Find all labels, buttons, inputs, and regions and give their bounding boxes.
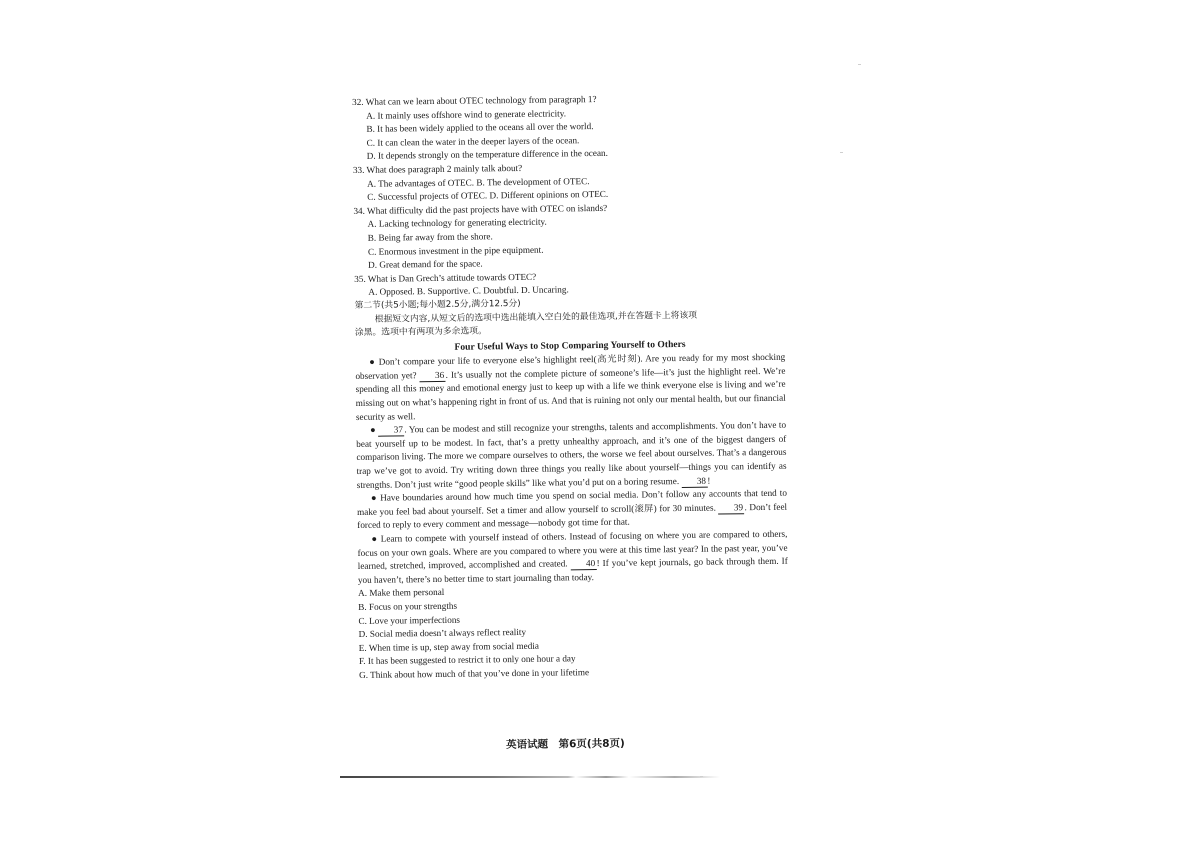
passage-paragraph-2 bbox=[356, 419, 787, 492]
passage-title: Four Useful Ways to Stop Comparing Yourself to Others bbox=[454, 338, 686, 353]
option-c: C. Successful projects of OTEC. bbox=[367, 190, 488, 202]
option-d: D. Great demand for the space. bbox=[368, 258, 483, 270]
paragraph-text: . It’s usually not the complete picture of someone’s life—it’s just the highlight reel. We’re spending all this money and emotional energy just to keep up with a life we think everyone else is living and we’re missing out on what’s happening right in front of us. And that is ruining not only our mental health, but our financial security as well. bbox=[355, 365, 786, 422]
option-b: B. Supportive. bbox=[416, 285, 471, 297]
option-c: C. Enormous investment in the pipe equipment. bbox=[367, 244, 544, 257]
question-stem: 34. What difficulty did the past projects have with OTEC on islands? bbox=[353, 202, 608, 216]
scan-speck bbox=[700, 776, 703, 777]
blank-38: 38 bbox=[681, 475, 707, 487]
question-stem: 33. What does paragraph 2 mainly talk about? bbox=[352, 162, 523, 175]
paragraph-text: ! If you’ve kept journals, go back through them. If you haven’t, there’s no better time to start journaling than today. bbox=[357, 555, 788, 585]
answer-options bbox=[358, 582, 789, 682]
blank-37: 37 bbox=[378, 425, 404, 437]
option-item: B. Focus on your strengths bbox=[358, 600, 458, 612]
option-item: C. Love your imperfections bbox=[358, 614, 461, 626]
section-instruction: 涂黑。选项中有两项为多余选项。 bbox=[354, 326, 487, 339]
question-34 bbox=[353, 199, 784, 272]
scan-artifact-line bbox=[340, 776, 720, 778]
blank-36: 36 bbox=[420, 370, 446, 382]
question-32 bbox=[352, 91, 783, 164]
exam-page bbox=[352, 91, 789, 683]
paragraph-text: ● Learn to compete with yourself instead of others. Instead of focusing on where you are compared to others, focus on your own goals. Where are you compared to where you were at this time last year? In the past year, you’ve learned, stretched, improved, accomplished and created. bbox=[357, 528, 788, 572]
paragraph-text: . Don’t feel forced to reply to every comment and message—nobody got time for that. bbox=[357, 501, 788, 531]
scan-speck bbox=[858, 64, 861, 65]
question-stem: 32. What can we learn about OTEC technology from paragraph 1? bbox=[352, 94, 597, 107]
option-item: A. Make them personal bbox=[358, 587, 445, 599]
passage-paragraph-4 bbox=[357, 528, 788, 588]
paragraph-text: ! bbox=[707, 475, 711, 486]
option-d: D. It depends strongly on the temperature difference in the ocean. bbox=[366, 148, 608, 162]
option-item: F. It has been suggested to restrict it to only one hour a day bbox=[358, 653, 576, 667]
option-a: A. Lacking technology for generating electricity. bbox=[367, 216, 547, 230]
paragraph-text: ● Have boundaries around how much time you spend on social media. Don’t follow any accounts that tend to make you feel bad about yourself. Set a timer and allow yourself to scroll(滚屏) for 30 minutes. bbox=[357, 487, 787, 517]
option-d: D. Uncaring. bbox=[520, 284, 569, 296]
option-d: D. Different opinions on OTEC. bbox=[489, 189, 609, 201]
option-item: D. Social media doesn’t always reflect reality bbox=[358, 627, 527, 640]
option-c: C. Doubtful. bbox=[472, 285, 519, 296]
blank-40: 40 bbox=[570, 558, 596, 570]
paragraph-text: . You can be modest and still recognize your strengths, talents and accomplishments. You don’t have to beat yourself up to be modest. In fact, that’s a pretty unhealthy approach, and it’s one of the biggest dangers of comparison living. The more we compare ourselves to others, the worse we feel about ourselves. That’s a dangerous trap we’ve got to avoid. Try writing down three things you really like about yourself—things you can identify as strengths. Don’t just write “good people skills” like what you’d put on a boring resume. bbox=[356, 419, 787, 490]
section-header: 第二节(共5小题;每小题2.5分,满分12.5分) bbox=[354, 298, 521, 311]
passage-paragraph-1 bbox=[355, 351, 786, 424]
option-b: B. It has been widely applied to the oceans all over the world. bbox=[366, 121, 594, 135]
option-c: C. It can clean the water in the deeper layers of the ocean. bbox=[366, 135, 580, 148]
option-b: B. Being far away from the shore. bbox=[367, 231, 493, 243]
option-b: B. The development of OTEC. bbox=[476, 175, 590, 188]
scan-speck bbox=[840, 152, 843, 153]
bullet: ● bbox=[370, 424, 376, 436]
option-a: A. The advantages of OTEC. bbox=[367, 177, 475, 189]
option-a: A. It mainly uses offshore wind to generate electricity. bbox=[366, 107, 567, 121]
option-a: A. Opposed. bbox=[368, 286, 415, 298]
question-35 bbox=[354, 267, 784, 299]
question-33 bbox=[353, 159, 783, 205]
section-instruction: 根据短文内容,从短文后的选项中选出能填入空白处的最佳选项,并在答题卡上将该项 bbox=[374, 310, 698, 325]
option-item: G. Think about how much of that you’ve done in your lifetime bbox=[359, 667, 590, 680]
paragraph-text: ● Don’t compare your life to everyone else’s highlight reel(高光时刻). Are you ready for my most shocking observation yet? bbox=[355, 352, 786, 381]
passage-paragraph-3 bbox=[357, 487, 787, 533]
question-stem: 35. What is Dan Grech’s attitude towards OTEC? bbox=[354, 271, 537, 284]
option-item: E. When time is up, step away from social media bbox=[358, 640, 540, 653]
page-footer: 英语试题 第6页(共8页) bbox=[506, 737, 625, 751]
blank-39: 39 bbox=[718, 502, 744, 514]
